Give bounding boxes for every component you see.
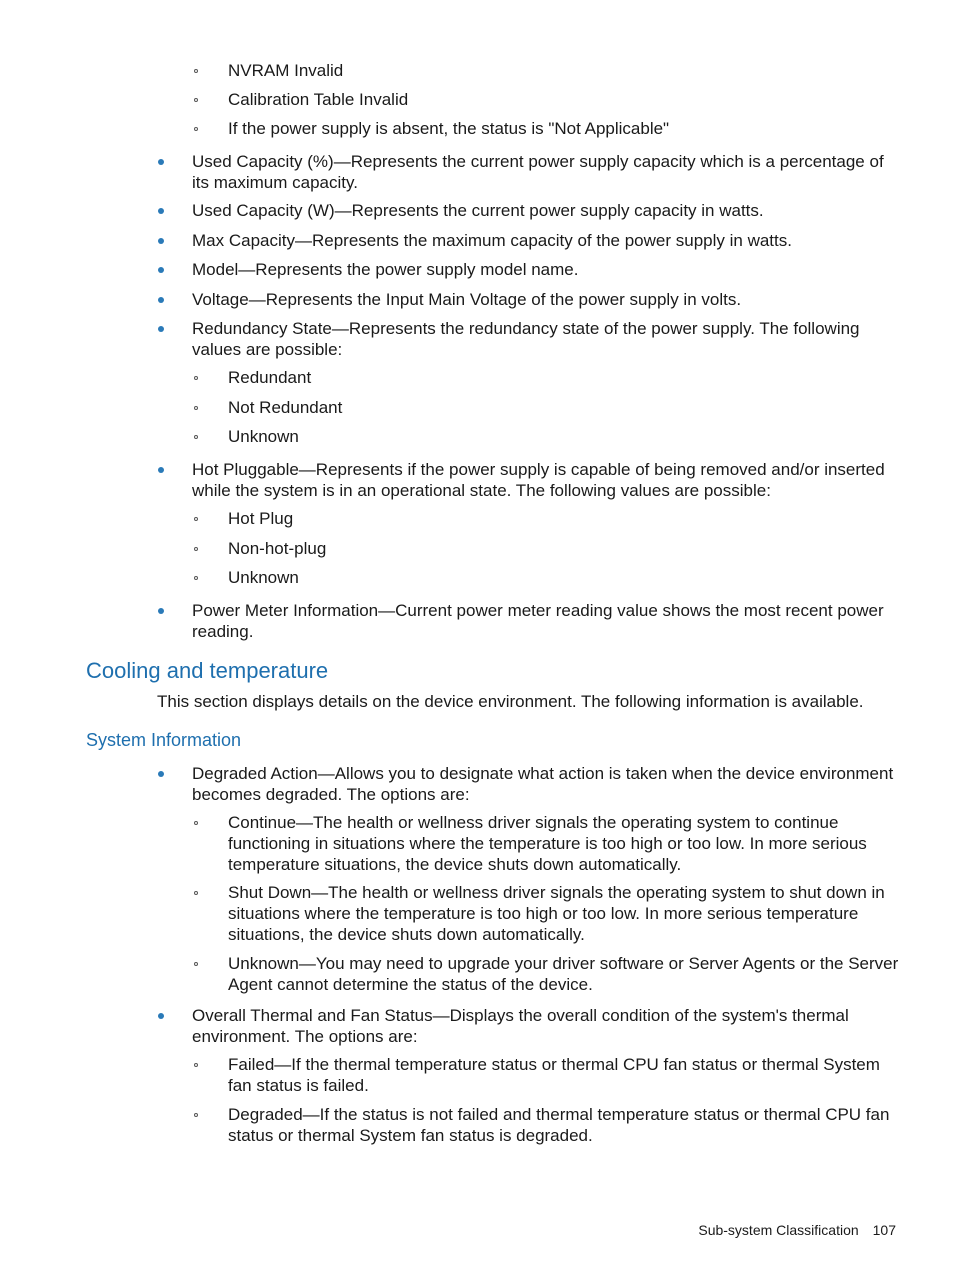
list-item: Power Meter Information—Current power meter reading value shows the most recent power reading.: [192, 601, 884, 641]
bullet-marker: [158, 467, 164, 473]
bullet-marker: [158, 297, 164, 303]
footer-section-name: Sub-system Classification: [698, 1222, 859, 1238]
section-intro: This section displays details on the device environment. The following information is available.: [157, 692, 864, 711]
list-item: Continue—The health or wellness driver signals the operating system to continue functioning in situations where the temperature is too high or too low. In more serious temperature situations, the device shuts down automatically.: [228, 813, 867, 874]
sub-bullet-marker: [194, 435, 198, 439]
list-item: Unknown—You may need to upgrade your driver software or Server Agents or the Server Agent cannot determine the status of the device.: [228, 954, 899, 994]
sub-bullet-marker: [194, 406, 198, 410]
list-item: NVRAM Invalid: [228, 61, 344, 80]
sub-bullet-marker: [194, 127, 198, 131]
list-item: Failed—If the thermal temperature status or thermal CPU fan status or thermal System fan status is failed.: [228, 1055, 880, 1095]
list-item: Model—Represents the power supply model name.: [192, 260, 579, 279]
list-item: Redundant: [228, 368, 312, 387]
list-item: Hot Pluggable—Represents if the power supply is capable of being removed and/or inserted while the system is in an operational state. The following values are possible:: [192, 460, 885, 500]
section-heading: Cooling and temperature: [86, 658, 329, 683]
list-item: Voltage—Represents the Input Main Voltage of the power supply in volts.: [192, 290, 742, 309]
bullet-marker: [158, 608, 164, 614]
list-item: Unknown: [228, 568, 299, 587]
page-number: 107: [872, 1222, 896, 1238]
sub-bullet-marker: [194, 69, 198, 73]
list-item: Shut Down—The health or wellness driver signals the operating system to shut down in situations where the temperature is too high or too low. In more serious temperature situations, the device shuts down automatically.: [228, 883, 885, 944]
list-item: Degraded Action—Allows you to designate what action is taken when the device environment becomes degraded. The options are:: [192, 764, 894, 804]
sub-bullet-marker: [194, 98, 198, 102]
sub-bullet-marker: [194, 517, 198, 521]
bullet-marker: [158, 326, 164, 332]
bullet-marker: [158, 208, 164, 214]
bullet-marker: [158, 159, 164, 165]
page-footer: [698, 1222, 896, 1238]
bullet-marker: [158, 267, 164, 273]
list-item: Calibration Table Invalid: [228, 90, 409, 109]
list-item: Max Capacity—Represents the maximum capacity of the power supply in watts.: [192, 231, 792, 250]
sub-bullet-marker: [194, 376, 198, 380]
subsection-heading: System Information: [86, 730, 242, 750]
sub-bullet-marker: [194, 576, 198, 580]
bullet-marker: [158, 238, 164, 244]
sub-bullet-marker: [194, 962, 198, 966]
list-item: Not Redundant: [228, 398, 343, 417]
sub-bullet-marker: [194, 891, 198, 895]
sub-bullet-marker: [194, 1113, 198, 1117]
list-item: Hot Plug: [228, 509, 294, 528]
list-item: Degraded—If the status is not failed and thermal temperature status or thermal CPU fan status or thermal System fan status is degraded.: [228, 1105, 890, 1145]
list-item: Used Capacity (%)—Represents the current power supply capacity which is a percentage of its maximum capacity.: [192, 152, 884, 192]
list-item: Used Capacity (W)—Represents the current power supply capacity in watts.: [192, 201, 764, 220]
list-item: Redundancy State—Represents the redundancy state of the power supply. The following values are possible:: [192, 319, 860, 359]
list-item: Unknown: [228, 427, 299, 446]
sub-bullet-marker: [194, 1063, 198, 1067]
list-item: If the power supply is absent, the status is "Not Applicable": [228, 119, 670, 138]
sub-bullet-marker: [194, 821, 198, 825]
sub-bullet-marker: [194, 547, 198, 551]
list-item: Non-hot-plug: [228, 539, 327, 558]
bullet-marker: [158, 1013, 164, 1019]
list-item: Overall Thermal and Fan Status—Displays the overall condition of the system's thermal environment. The options are:: [192, 1006, 849, 1046]
bullet-marker: [158, 771, 164, 777]
